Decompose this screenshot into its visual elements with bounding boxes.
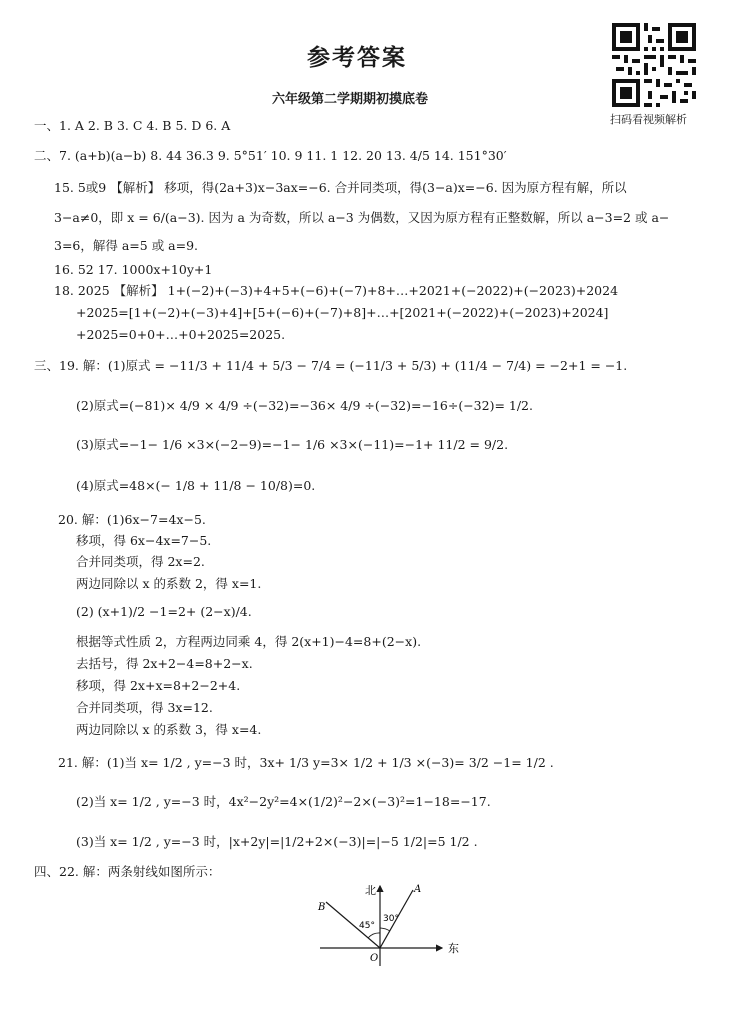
exam-subtitle: 六年级第二学期期初摸底卷 (272, 92, 429, 107)
answer-line-21: 移项，得 2x+x=8+2−2+4. (76, 678, 241, 693)
answer-line-8: +2025=[1+(−2)+(−3)+4]+[5+(−6)+(−7)+8]+…+[2021+(−2022)+(−2023)+2024] (76, 305, 609, 320)
answer-line-19: 根据等式性质 2，方程两边同乘 4，得 2(x+1)−4=8+(2−x). (76, 634, 422, 649)
answer-line-4: 3−a≠0，即 x = 6/(a−3). 因为 a 为奇数，所以 a−3 为偶数，又因为原方程有正整数解，所以 a−3=2 或 a− (54, 210, 670, 225)
answer-line-13: (4)原式=48×(− 1/8 + 11/8 − 10/8)=0. (76, 478, 316, 493)
answer-line-16: 合并同类项，得 2x=2. (76, 554, 205, 569)
answer-line-1: 一、1. A 2. B 3. C 4. B 5. D 6. A (34, 118, 231, 133)
answer-line-7: 18. 2025 【解析】 1+(−2)+(−3)+4+5+(−6)+(−7)+8+…+2021+(−2022)+(−2023)+2024 (54, 283, 619, 298)
answer-line-17: 两边同除以 x 的系数 2，得 x=1. (76, 576, 262, 591)
answer-line-24: 21. 解：(1)当 x= 1/2 , y=−3 时，3x+ 1/3 y=3× 1/2 + 1/3 ×(−3)= 3/2 −1= 1/2 . (58, 755, 554, 770)
north-label: 北 (365, 884, 376, 897)
qr-code-icon[interactable] (612, 23, 696, 107)
angle-a-label: 30° (383, 914, 399, 924)
ray-b-label: B (318, 902, 326, 913)
direction-figure (310, 878, 470, 968)
answer-line-14: 20. 解：(1)6x−7=4x−5. (58, 512, 206, 527)
angle-arc-a (380, 928, 390, 931)
answer-line-9: +2025=0+0+…+0+2025=2025. (76, 327, 286, 342)
answer-line-3: 15. 5或9 【解析】 移项，得(2a+3)x−3ax=−6. 合并同类项，得(3−a)x=−6. 因为原方程有解，所以 (54, 180, 627, 195)
answer-line-18: (2) (x+1)/2 −1=2+ (2−x)/4. (76, 604, 252, 619)
answer-line-12: (3)原式=−1− 1/6 ×3×(−2−9)=−1− 1/6 ×3×(−11)=−1+ 11/2 = 9/2. (76, 437, 509, 452)
answer-line-26: (3)当 x= 1/2 , y=−3 时，|x+2y|=|1/2+2×(−3)|=|−5 1/2|=5 1/2 . (76, 834, 478, 849)
answer-line-11: (2)原式=(−81)× 4/9 × 4/9 ÷(−32)=−36× 4/9 ÷(−32)=−16÷(−32)= 1/2. (76, 398, 533, 413)
angle-arc-b (368, 933, 380, 938)
answer-line-20: 去括号，得 2x+2−4=8+2−x. (76, 656, 253, 671)
qr-caption: 扫码看视频解析 (610, 113, 687, 126)
origin-label: O (370, 953, 379, 964)
answer-line-2: 二、7. (a+b)(a−b) 8. 44 36.3 9. 5°51′ 10. 9 11. 1 12. 20 13. 4/5 14. 151°30′ (34, 148, 507, 163)
answer-line-23: 两边同除以 x 的系数 3，得 x=4. (76, 722, 262, 737)
angle-b-label: 45° (359, 921, 375, 931)
answer-line-10: 三、19. 解：(1)原式 = −11/3 + 11/4 + 5/3 − 7/4 = (−11/3 + 5/3) + (11/4 − 7/4) = −2+1 = −1. (34, 358, 628, 373)
answer-line-5: 3=6，解得 a=5 或 a=9. (54, 238, 199, 253)
east-label: 东 (448, 942, 459, 955)
page-title: 参考答案 (307, 44, 407, 71)
answer-line-25: (2)当 x= 1/2 , y=−3 时，4x²−2y²=4×(1/2)²−2×(−3)²=1−18=−17. (76, 794, 491, 809)
ray-a-label: A (414, 884, 422, 895)
answer-line-22: 合并同类项，得 3x=12. (76, 700, 213, 715)
answer-line-6: 16. 52 17. 1000x+10y+1 (54, 262, 213, 277)
answer-line-27: 四、22. 解：两条射线如图所示： (34, 864, 221, 879)
answer-line-15: 移项，得 6x−4x=7−5. (76, 533, 212, 548)
